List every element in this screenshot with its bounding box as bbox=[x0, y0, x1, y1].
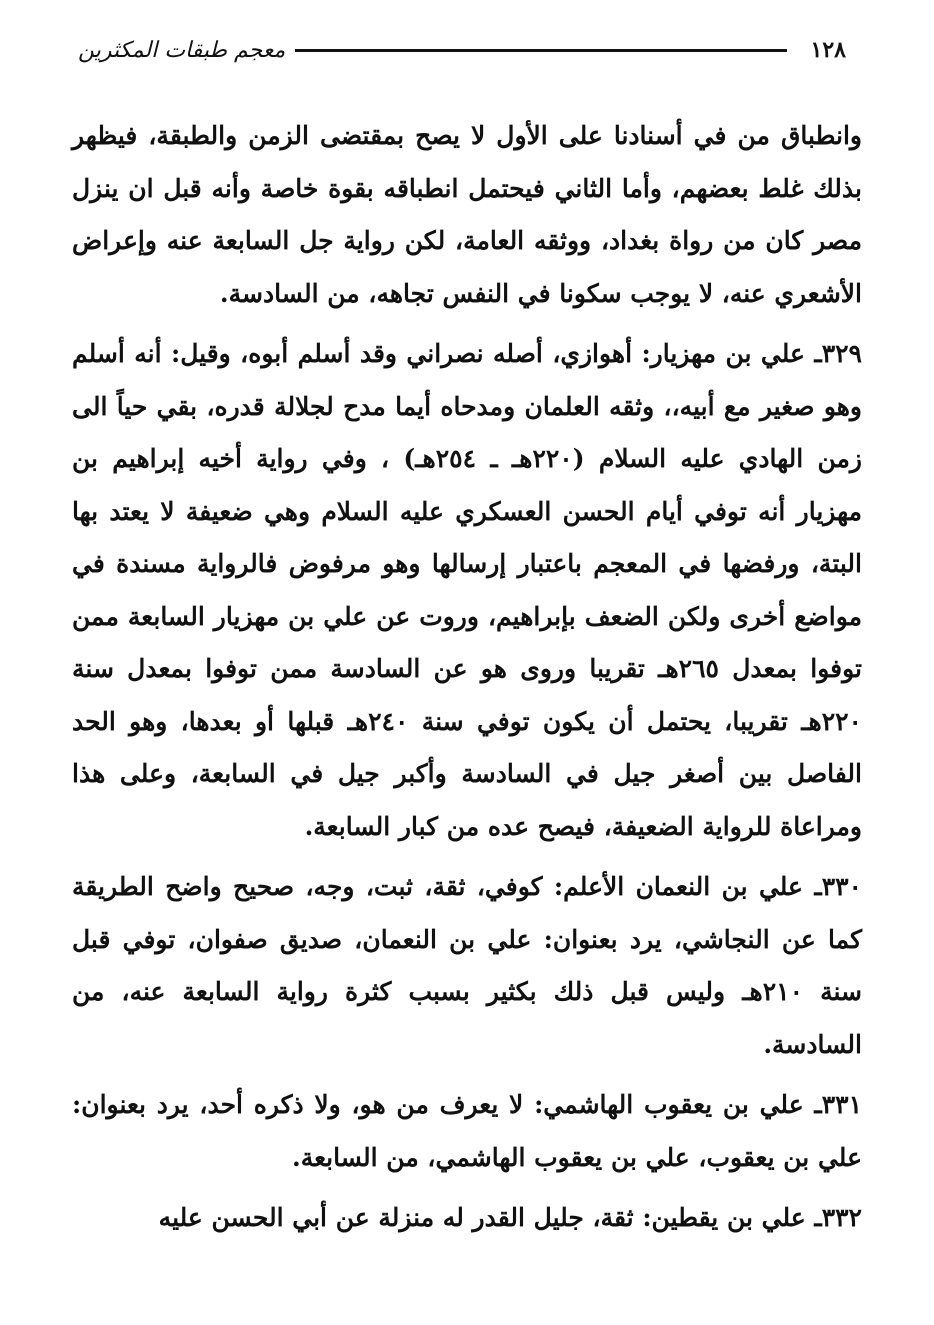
entry-heading: ٣٣٠ـ علي بن النعمان الأعلم: bbox=[553, 872, 862, 901]
entry-332 bbox=[72, 1192, 862, 1245]
entry-text: كوفي، ثقة، ثبت، وجه، صحيح واضح الطريقة كما عن النجاشي، يرد بعنوان: علي بن النعمان، صديق صفوان، توفي قبل سنة ٢١٠هـ وليس قبل ذلك بكثير بسبب كثرة رواية السابعة عنه، من السادسة. bbox=[72, 872, 862, 1059]
body-text bbox=[72, 110, 862, 1253]
entry-text: أهوازي، أصله نصراني وقد أسلم أبوه، وقيل: أنه أسلم وهو صغير مع أبيه،، وثقه العلمان ومدحاه أيما مدح لجلالة قدره، بقي حياً الى زمن الهادي عليه السلام (٢٢٠هـ ـ ٢٥٤هـ) ، وفي رواية أخيه إبراهيم بن مهزيار أنه توفي أيام الحسن العسكري عليه السلام وهي ضعيفة لا يعتد بها البتة، ورفضها في المعجم باعتبار إرسالها وهو مرفوض فالرواية مسندة في مواضع أخرى ولكن الضعف بإبراهيم، وروت عن علي بن مهزيار السابعة ممن توفوا بمعدل ٢٦٥هـ تقريبا وروى هو عن السادسة ممن توفوا بمعدل سنة ٢٢٠هـ تقريبا، يحتمل أن يكون توفي سنة ٢٤٠هـ قبلها أو بعدها، وهو الحد الفاصل بين أصغر جيل في السادسة وأكبر جيل في السابعة، وعلى هذا ومراعاة للرواية الضعيفة، فيصح عده من كبار السابعة. bbox=[72, 339, 862, 841]
header-rule bbox=[295, 49, 786, 52]
paragraph-continuation bbox=[72, 110, 862, 320]
entry-331 bbox=[72, 1079, 862, 1184]
page-number: ١٢٨ bbox=[810, 37, 846, 63]
entry-text: لا يعرف من هو، ولا ذكره أحد، يرد بعنوان: علي بن يعقوب، علي بن يعقوب الهاشمي، من السابعة. bbox=[72, 1090, 862, 1172]
entry-heading: ٣٣١ـ علي بن يعقوب الهاشمي: bbox=[534, 1090, 863, 1119]
entry-329 bbox=[72, 328, 862, 853]
entry-heading: ٣٣٢ـ علي بن يقطين: bbox=[642, 1203, 862, 1232]
book-title: معجم طبقات المكثرين bbox=[78, 37, 286, 63]
entry-heading: ٣٢٩ـ علي بن مهزيار: bbox=[641, 339, 862, 368]
paragraph-text: وانطباق من في أسنادنا على الأول لا يصح بمقتضى الزمن والطبقة، فيظهر بذلك غلط بعضهم، وأما الثاني فيحتمل انطباقه بقوة خاصة وأنه قبل ان ينزل مصر كان من رواة بغداد، ووثقه العامة، لكن رواية جل السابعة عنه وإعراض الأشعري عنه، لا يوجب سكونا في النفس تجاهه، من السادسة. bbox=[72, 121, 862, 308]
page-header bbox=[78, 30, 846, 70]
entry-text: ثقة، جليل القدر له منزلة عن أبي الحسن عليه bbox=[158, 1203, 643, 1232]
entry-330 bbox=[72, 861, 862, 1071]
